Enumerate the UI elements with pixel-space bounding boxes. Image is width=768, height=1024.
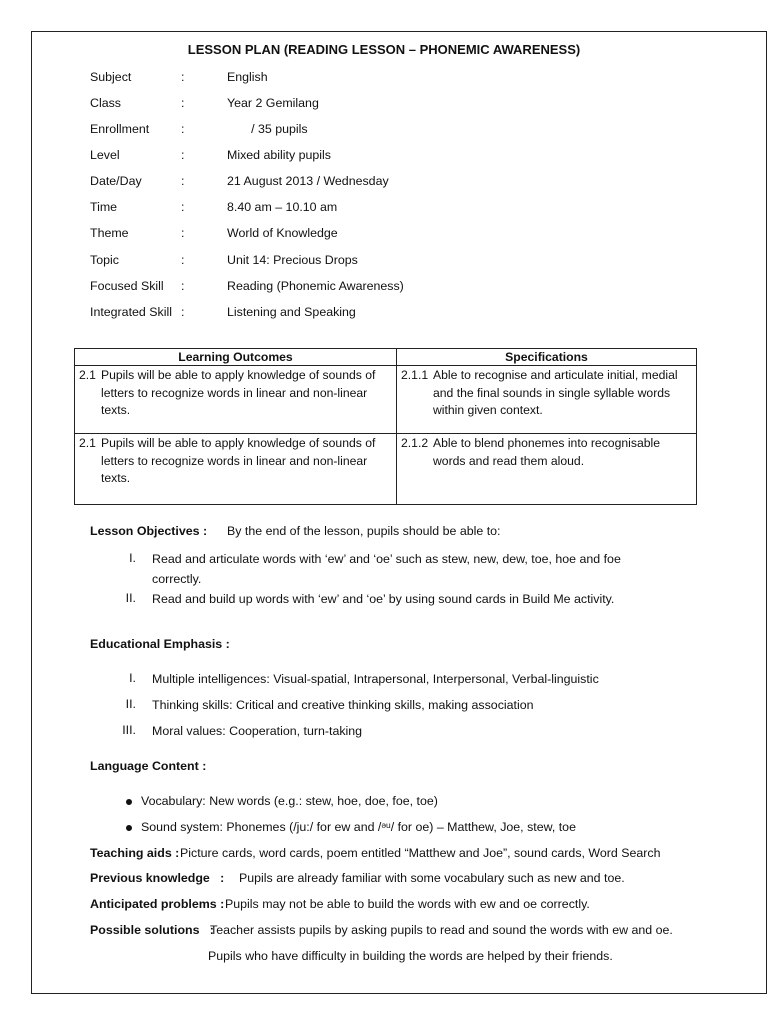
previous-knowledge-value: Pupils are already familiar with some vocabulary such as new and toe. [239,871,625,885]
spec-cell [397,434,697,505]
info-value: Mixed ability pupils [227,148,331,162]
column-header: Learning Outcomes [75,349,397,366]
document-title: LESSON PLAN (READING LESSON – PHONEMIC AWARENESS) [187,42,581,57]
info-value: 21 August 2013 / Wednesday [227,174,389,188]
info-value: Reading (Phonemic Awareness) [227,279,404,293]
info-value: Year 2 Gemilang [227,96,319,110]
outcome-cell [75,434,397,505]
objectives-label: Lesson Objectives : [90,524,208,538]
info-value: / 35 pupils [227,122,308,136]
language-label: Language Content : [90,759,207,773]
bullet-icon [126,799,132,805]
emphasis-label: Educational Emphasis : [90,637,230,651]
spec-text: Able to recognise and articulate initial, medial and the final sounds in single syllable words within given context. [433,368,678,417]
info-label: Time [90,200,118,214]
info-colon: : [181,200,185,214]
info-colon: : [181,174,185,188]
emphasis-text: Moral values: Cooperation, turn-taking [152,724,363,738]
emphasis-number: I. [129,671,136,685]
language-item: Vocabulary: New words (e.g.: stew, hoe, doe, foe, toe) [141,794,438,808]
column-header: Specifications [397,349,697,366]
info-label: Enrollment [90,122,150,136]
info-colon: : [181,279,185,293]
info-label: Integrated Skill [90,305,172,319]
language-item: Sound system: Phonemes (/ju:/ for ew and /ᵊᵘ/ for oe) – Matthew, Joe, stew, toe [141,820,576,834]
anticipated-problems-label: Anticipated problems : [90,897,225,911]
objectives-intro: By the end of the lesson, pupils should be able to: [227,524,501,538]
objective-text: Read and articulate words with ‘ew’ and ‘oe’ such as stew, new, dew, toe, hoe and foe correctly. [152,552,621,586]
teaching-aids-label: Teaching aids : [90,846,180,860]
objective-number: I. [129,551,136,565]
outcome-number: 2.1 [79,436,96,450]
anticipated-problems-value: Pupils may not be able to build the words with ew and oe correctly. [225,897,590,911]
emphasis-text: Thinking skills: Critical and creative thinking skills, making association [152,698,534,712]
previous-knowledge-label: Previous knowledge : [90,871,225,885]
emphasis-text: Multiple intelligences: Visual-spatial, Intrapersonal, Interpersonal, Verbal-linguistic [152,672,599,686]
info-value: Listening and Speaking [227,305,356,319]
bullet-icon [126,825,132,831]
teaching-aids-value: Picture cards, word cards, poem entitled “Matthew and Joe”, sound cards, Word Search [180,846,661,860]
info-colon: : [181,226,185,240]
info-value: World of Knowledge [227,226,338,240]
possible-solutions-label: Possible solutions : [90,923,214,937]
table-row [75,434,697,505]
info-value: Unit 14: Precious Drops [227,253,358,267]
emphasis-number: II. [125,697,136,711]
info-colon: : [181,96,185,110]
possible-solutions-value-continued: Pupils who have difficulty in building the words are helped by their friends. [208,949,613,963]
info-colon: : [181,305,185,319]
info-label: Level [90,148,120,162]
table-header-row [75,349,697,366]
emphasis-number: III. [122,723,136,737]
info-colon: : [181,122,185,136]
spec-text: Able to blend phonemes into recognisable words and read them aloud. [433,436,660,468]
learning-outcomes-table [74,348,697,505]
info-value: 8.40 am – 10.10 am [227,200,338,214]
info-label: Class [90,96,121,110]
spec-number: 2.1.1 [401,368,429,382]
info-label: Date/Day [90,174,142,188]
outcome-text: Pupils will be able to apply knowledge of sounds of letters to recognize words in linear and non-linear texts. [101,436,376,485]
spec-number: 2.1.2 [401,436,429,450]
objective-text: Read and build up words with ‘ew’ and ‘oe’ by using sound cards in Build Me activity. [152,592,615,606]
spec-cell [397,366,697,434]
info-colon: : [181,70,185,84]
info-label: Theme [90,226,129,240]
outcome-text: Pupils will be able to apply knowledge of sounds of letters to recognize words in linear and non-linear texts. [101,368,376,417]
info-label: Subject [90,70,132,84]
info-colon: : [181,253,185,267]
table-row [75,366,697,434]
info-colon: : [181,148,185,162]
outcome-cell [75,366,397,434]
info-label: Topic [90,253,119,267]
objective-number: II. [125,591,136,605]
info-label: Focused Skill [90,279,164,293]
outcome-number: 2.1 [79,368,96,382]
possible-solutions-value: Teacher assists pupils by asking pupils to read and sound the words with ew and oe. [210,923,673,937]
info-value: English [227,70,268,84]
